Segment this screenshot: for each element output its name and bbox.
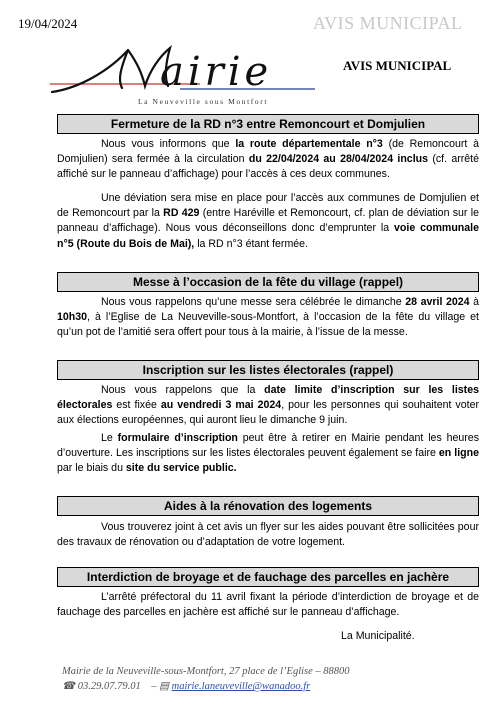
broyage-paragraph: L’arrêté préfectoral du 11 avril fixant la période d’interdiction de broyage et de fauchage des parcelles en jachère est affiché sur le panneau d’affichage. <box>57 591 479 619</box>
renovation-paragraph: Vous trouverez joint à cet avis un flyer sur les aides pouvant être sollicitées pour des travaux de rénovation ou d’adaptation de votre logement. <box>57 521 479 549</box>
logo-m-swash <box>52 48 170 92</box>
signature: La Municipalité. <box>341 630 415 642</box>
section-title-renovation: Aides à la rénovation des logements <box>57 496 479 516</box>
rd3-paragraph-2: Une déviation sera mise en place pour l’accès aux communes de Domjulien et de Remoncourt par la RD 429 (entre Haréville et Remoncourt, cf. plan de déviation sur le panneau d’affichage). Nous vous déconseillons donc d’emprunter la voie communale n°5 (Route du Bois de Mai), la RD n°3 étant fermée. <box>57 192 480 250</box>
header-watermark: AVIS MUNICIPAL <box>313 13 463 33</box>
footer-separator: – <box>151 681 157 692</box>
phone-icon: ☎ <box>62 681 76 692</box>
footer-address: Mairie de la Neuveville-sous-Montfort, 27 place de l’Eglise – 88800 <box>62 666 350 677</box>
section-title-rd3: Fermeture de la RD n°3 entre Remoncourt et Domjulien <box>57 114 479 134</box>
listes-paragraph-2: Le formulaire d’inscription peut être à retirer en Mairie pendant les heures d’ouverture. Les inscriptions sur les listes électorales peuvent également se faire en ligne par le biais du site du service public. <box>57 432 480 475</box>
messe-paragraph: Nous vous rappelons qu’une messe sera célébrée le dimanche 28 avril 2024 à 10h30, à l’Eglise de La Neuveville-sous-Montfort, à l’occasion de la fête du village et qu’un pot de l’amitié sera offert pour tous à la mairie, à l’issue de la messe. <box>57 296 479 339</box>
section-title-broyage: Interdiction de broyage et de fauchage des parcelles en jachère <box>57 567 479 587</box>
footer-phone: 03.29.07.79.01 <box>77 681 141 692</box>
footer-contact <box>62 680 310 692</box>
fax-icon: ▤ <box>159 681 170 692</box>
section-title-listes: Inscription sur les listes électorales (rappel) <box>57 360 479 380</box>
logo-text: airie <box>160 49 273 95</box>
listes-paragraph-1: Nous vous rappelons que la date limite d’inscription sur les listes électorales est fixée au vendredi 3 mai 2024, pour les personnes qui souhaitent voter aux élections européennes, qui auront lieu le dimanche 9 juin. <box>57 384 479 427</box>
section-title-messe: Messe à l’occasion de la fête du village (rappel) <box>57 272 479 292</box>
rd3-paragraph-1: Nous vous informons que la route départementale n°3 (de Remoncourt à Domjulien) sera fermée à la circulation du 22/04/2024 au 28/04/2024 inclus (cf. arrêté affiché sur le panneau d’affichage) pour l’accès à ces deux communes. <box>57 138 480 181</box>
notice-date: 19/04/2024 <box>18 16 78 31</box>
logo-subtitle: La Neuveville sous Montfort <box>137 97 269 106</box>
footer-email-link[interactable]: mairie.laneuveville@wanadoo.fr <box>171 681 311 692</box>
page-title: AVIS MUNICIPAL <box>343 58 452 73</box>
